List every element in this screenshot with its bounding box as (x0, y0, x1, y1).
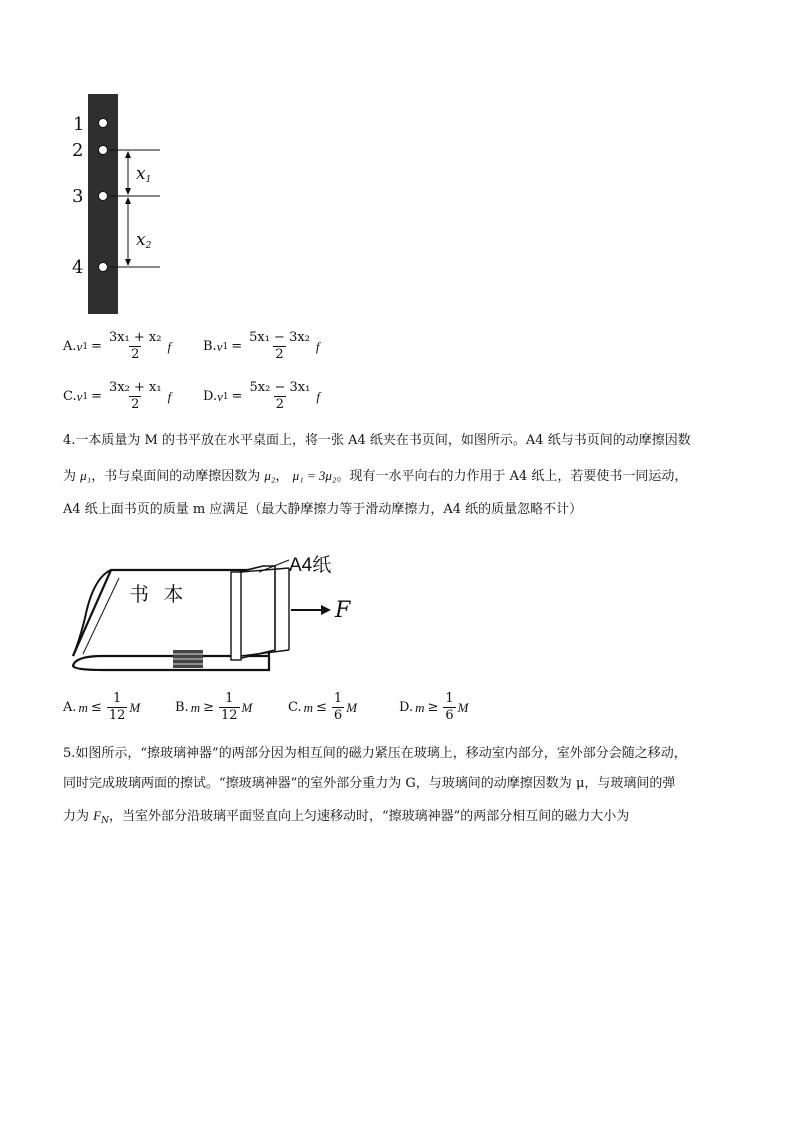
option-label: C. (63, 389, 77, 404)
fraction (248, 380, 313, 413)
a4-paper-label: A4纸 (289, 555, 332, 576)
dot-label-1: 1 (73, 114, 85, 135)
velocity-symbol: v (217, 388, 223, 404)
numerator: 5x₂ − 3x₁ (249, 380, 311, 395)
inequality-sign: ≥ (203, 700, 214, 715)
dot-label-4: 4 (72, 257, 84, 278)
velocity-symbol: v (76, 388, 83, 404)
option-label: B. (175, 700, 189, 715)
q4-text: 为 (63, 469, 77, 484)
option-label: C. (288, 700, 302, 715)
q4-option-d[interactable] (399, 691, 469, 724)
denominator: 2 (131, 397, 140, 412)
fraction (219, 691, 240, 724)
q5-text: ，当室外部分沿玻璃平面竖直向上匀速移动时，“擦玻璃神器”的两部分相互间的磁力大小为 (108, 809, 630, 824)
numerator: 1 (445, 691, 454, 706)
q5-line-3 (63, 806, 629, 831)
q4-line-1: 4.一本质量为 M 的书平放在水平桌面上，将一张 A4 纸夹在书页间，如图所示。A4 纸与书页间的动摩擦因数 (63, 433, 691, 448)
mu1-symbol: μ₁ (80, 468, 92, 483)
normal-force-symbol: F (93, 808, 102, 823)
option-label: D. (203, 389, 218, 404)
denominator: 12 (108, 708, 126, 723)
option-label: D. (399, 700, 414, 715)
book-mass-symbol: M (346, 699, 358, 715)
force-arrow-head (321, 605, 331, 615)
q5-line-2: 同时完成玻璃两面的擦试。“擦玻璃神器”的室外部分重力为 G，与玻璃间的动摩擦因数为 μ，与玻璃间的弹 (63, 776, 676, 791)
equals-sign: = (91, 339, 102, 354)
x2-label-sub: 2 (145, 241, 152, 251)
option-label: A. (63, 700, 77, 715)
denominator: 2 (275, 397, 285, 412)
dot-4 (99, 263, 108, 272)
x2-label (136, 230, 151, 251)
q4-text: ，书与桌面间的动摩擦因数为 (91, 469, 261, 484)
q4-text: 。现有一水平向右的力作用于 A4 纸上，若要使书一同运动， (336, 469, 688, 484)
velocity-symbol: v (216, 338, 223, 354)
velocity-sub: 1 (82, 391, 89, 402)
mass-symbol: m (303, 699, 314, 715)
equals-sign: = (91, 389, 103, 404)
x1-label-main: x (136, 164, 146, 184)
x1-arrow-down (125, 188, 131, 195)
fraction (107, 380, 164, 413)
q4-line-3: A4 纸上面书页的质量 m 应满足（最大静摩擦力等于滑动摩擦力，A4 纸的质量忽略不计） (63, 502, 583, 517)
q4-option-c[interactable] (288, 691, 357, 724)
q3-option-c[interactable] (63, 380, 171, 413)
q3-option-b[interactable] (203, 330, 320, 363)
numerator: 1 (333, 691, 343, 706)
x2-arrow-up (125, 197, 131, 204)
option-label: B. (203, 339, 217, 354)
normal-force-sub: N (101, 816, 109, 826)
force-label: F (335, 598, 351, 623)
fraction (107, 330, 164, 363)
numerator: 1 (112, 691, 122, 706)
inequality-sign: ≤ (90, 700, 102, 715)
numerator: 5x₁ − 3x₂ (249, 330, 310, 345)
mass-symbol: m (190, 699, 201, 715)
option-label: A. (63, 339, 77, 354)
a4-paper-edge (231, 572, 241, 660)
q4-option-b[interactable] (175, 691, 252, 724)
denominator: 2 (275, 347, 284, 362)
x1-arrow-up (125, 151, 131, 158)
velocity-sub: 1 (222, 341, 229, 352)
tape-figure (60, 88, 170, 318)
equals-sign: = (231, 339, 243, 354)
dot-3 (99, 192, 108, 201)
dot-2 (99, 146, 108, 155)
q4-line-2 (63, 466, 687, 487)
mass-symbol: m (415, 699, 425, 715)
x2-arrow-down (125, 259, 131, 266)
book-mass-symbol: M (129, 699, 141, 715)
velocity-symbol: v (76, 338, 83, 354)
q5-line-1: 5.如图所示，“擦玻璃神器”的两部分因为相互间的磁力紧压在玻璃上，移动室内部分，室外部分会随之移动， (63, 746, 687, 761)
numerator: 3x₂ + x₁ (109, 380, 162, 395)
frequency-symbol: f (167, 338, 172, 354)
book-label: 书 本 (129, 582, 188, 606)
inequality-sign: ≥ (427, 700, 439, 715)
numerator: 3x₁ + x₂ (108, 330, 162, 345)
mu2-symbol: μ₂ (264, 468, 276, 483)
numerator: 1 (225, 691, 234, 706)
q4-option-a[interactable] (63, 691, 140, 724)
fraction (443, 691, 455, 724)
q3-option-d[interactable] (203, 380, 320, 413)
frequency-symbol: f (167, 388, 172, 404)
x1-label (136, 164, 151, 185)
dot-1 (99, 119, 108, 128)
fraction (107, 691, 128, 724)
inequality-sign: ≤ (316, 700, 327, 715)
q4-text: ， (275, 469, 289, 484)
q3-option-a[interactable] (63, 330, 171, 363)
denominator: 6 (445, 708, 454, 723)
dot-label-3: 3 (72, 186, 84, 207)
dot-label-2: 2 (72, 140, 84, 161)
x2-label-main: x (136, 230, 146, 250)
equals-sign: = (231, 389, 243, 404)
velocity-sub: 1 (82, 341, 89, 352)
denominator: 2 (131, 347, 140, 362)
velocity-sub: 1 (222, 391, 229, 402)
book-figure (63, 538, 373, 678)
mass-symbol: m (78, 699, 88, 715)
fraction (332, 691, 344, 724)
q5-text: 力为 (63, 809, 90, 824)
denominator: 12 (220, 708, 238, 723)
fraction (247, 330, 312, 363)
book-mass-symbol: M (457, 699, 469, 715)
denominator: 6 (333, 708, 343, 723)
mu-relation: μ₁ = 3μ₂ (292, 468, 337, 483)
frequency-symbol: f (315, 338, 320, 354)
x1-label-sub: 1 (145, 175, 152, 185)
frequency-symbol: f (316, 388, 320, 404)
book-mass-symbol: M (241, 699, 253, 715)
